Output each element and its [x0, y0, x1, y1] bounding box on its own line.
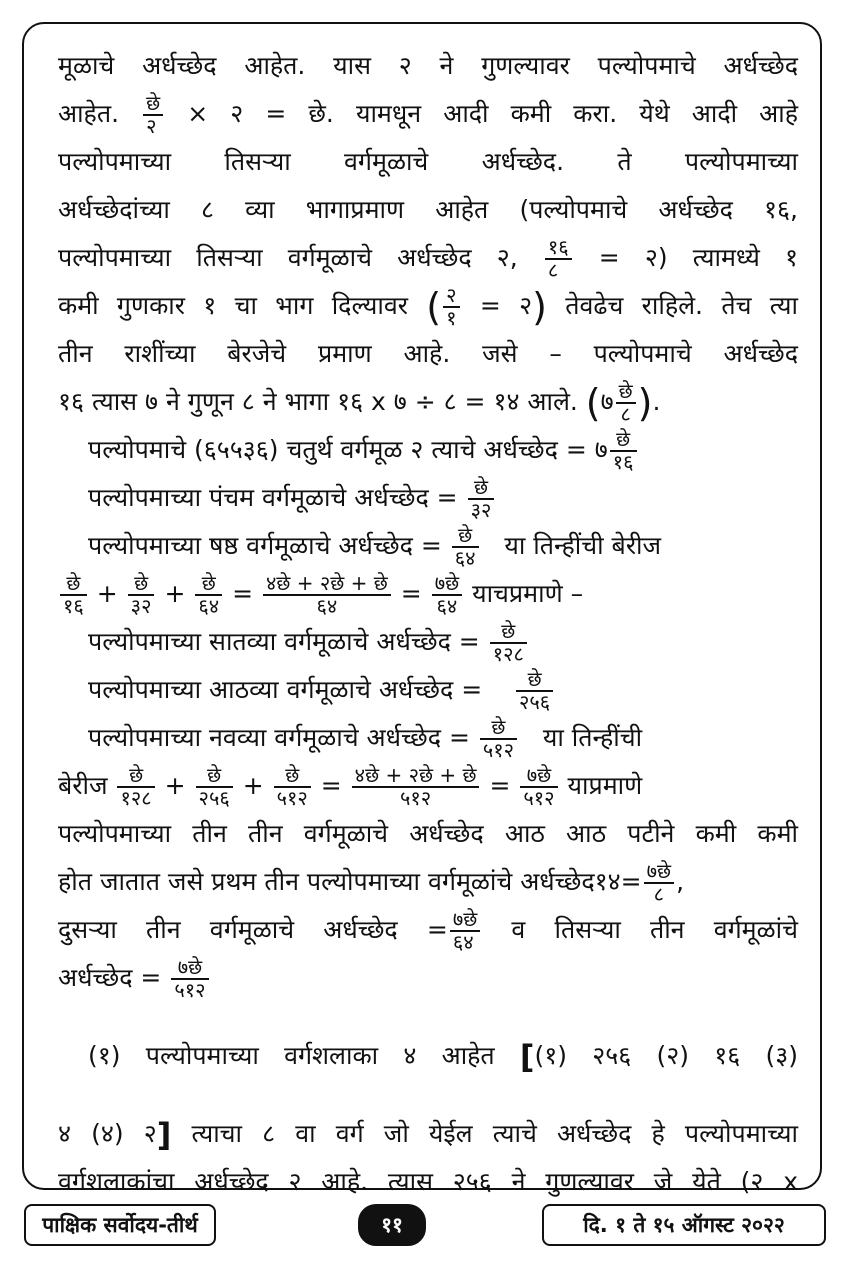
fraction: $\frac{\text{छे}}{१६}$	[60, 573, 87, 617]
text-line: पल्योपमाच्या तीन तीन वर्गमूळाचे अर्धच्छेद आठ आठ पटीने कमी कमी	[58, 819, 798, 848]
fraction: $\frac{\text{छे}}{६४}$	[195, 573, 222, 617]
text-line: आहेत. $\frac{\text{छे}}{२}$ × २ = छे. यामधून आदी कमी करा. येथे आदी आहे	[58, 91, 798, 138]
text-line: $\frac{\text{छे}}{१६}$ + $\frac{\text{छे}}{३२}$ + $\frac{\text{छे}}{६४}$ = $\frac{\text{४छे + २छे + छे}}{६४}$ = $\frac{\text{७छे}}{६४}$ याचप्रमाणे –	[58, 570, 798, 618]
text-line: पल्योपमाच्या पंचम वर्गमूळाचे अर्धच्छेद = $\frac{\text{छे}}{३२}$	[58, 474, 798, 522]
fraction: $\frac{\text{७छे}}{६४}$	[432, 573, 462, 617]
fraction: $\frac{\text{छे}}{१६}$	[610, 429, 637, 473]
fraction: $\frac{\text{छे}}{२५६}$	[516, 669, 553, 713]
fraction: $\frac{\text{छे}}{५१२}$	[480, 717, 517, 761]
footer-page-number: ११	[358, 1204, 426, 1246]
text-line: दुसऱ्या तीन वर्गमूळाचे अर्धच्छेद = $\frac{\text{७छे}}{६४}$ व तिसऱ्या तीन वर्गमूळांचे	[58, 907, 798, 954]
text-line: वर्गशलाकांचा अर्धच्छेद २ आहे. त्यास २५६ ने गुणल्यावर जे येते (२ x	[58, 1167, 798, 1196]
text-line: पल्योपमाच्या तिसऱ्या वर्गमूळाचे अर्धच्छेद २, $\frac{१६}{८}$ = २) त्यामध्ये १	[58, 235, 798, 282]
text-line: होत जातात जसे प्रथम तीन पल्योपमाच्या वर्गमूळांचे अर्धच्छेद१४= $\frac{\text{७छे}}{८}$ ,	[58, 859, 685, 906]
fraction: $\frac{\text{छे}}{२}$	[143, 93, 163, 137]
text-line: पल्योपमाच्या आठव्या वर्गमूळाचे अर्धच्छेद = $\frac{\text{छे}}{२५६}$	[58, 666, 798, 714]
fraction: $\frac{\text{छे}}{५१२}$	[274, 765, 311, 809]
fraction: $\frac{\text{छे}}{१२८}$	[490, 621, 527, 665]
text-line: १६ त्यास ७ ने गुणून ८ ने भागा १६ x ७ ÷ ८ = १४ आले. (७ $\frac{\text{छे}}{८}$ ).	[58, 379, 661, 426]
text-line: कमी गुणकार १ चा भाग दिल्यावर ( $\frac{२}{१}$ = २) तेवढेच राहिले. तेच त्या	[58, 283, 798, 330]
fraction: $\frac{\text{छे}}{२५६}$	[196, 765, 233, 809]
text-line: पल्योपमाच्या नवव्या वर्गमूळाचे अर्धच्छेद = $\frac{\text{छे}}{५१२}$ या तिन्हींची	[88, 715, 643, 762]
fraction: $\frac{\text{४छे + २छे + छे}}{६४}$	[263, 573, 391, 617]
text-line: मूळाचे अर्धच्छेद आहेत. यास २ ने गुणल्यावर पल्योपमाचे अर्धच्छेद	[58, 51, 798, 80]
footer-publication-name: पाक्षिक सर्वोदय-तीर्थ	[24, 1204, 216, 1246]
fraction: $\frac{\text{छे}}{३२}$	[128, 573, 155, 617]
text-line: पल्योपमाच्या सातव्या वर्गमूळाचे अर्धच्छेद = $\frac{\text{छे}}{१२८}$	[58, 618, 798, 666]
text-line: अर्धच्छेद = $\frac{\text{७छे}}{५१२}$	[58, 954, 798, 1002]
fraction: $\frac{\text{छे}}{६४}$	[452, 525, 479, 569]
text-line: पल्योपमाच्या षष्ठ वर्गमूळाचे अर्धच्छेद = $\frac{\text{छे}}{६४}$ या तिन्हींची बेरीज	[88, 523, 662, 570]
text-line: पल्योपमाचे (६५५३६) चतुर्थ वर्गमूळ २ त्याचे अर्धच्छेद = ७ $\frac{\text{छे}}{१६}$	[58, 426, 798, 474]
fraction: $\frac{\text{छे}}{३२}$	[468, 477, 495, 521]
fraction: $\frac{१६}{८}$	[545, 237, 572, 281]
fraction: $\frac{\text{७छे}}{५१२}$	[520, 765, 557, 809]
text-line: (१) पल्योपमाच्या वर्गशलाका ४ आहेत [(१) २५६ (२) १६ (३)	[88, 1038, 798, 1076]
fraction: $\frac{\text{छे}}{८}$	[616, 381, 636, 425]
fraction: $\frac{\text{७छे}}{६४}$	[450, 909, 480, 953]
fraction: $\frac{\text{७छे}}{८}$	[644, 861, 674, 905]
fraction: $\frac{\text{७छे}}{५१२}$	[171, 957, 208, 1001]
text-line: पल्योपमाच्या तिसऱ्या वर्गमूळाचे अर्धच्छेद. ते पल्योपमाच्या	[58, 147, 798, 176]
text-line: ४ (४) २] त्याचा ८ वा वर्ग जो येईल त्याचे अर्धच्छेद हे पल्योपमाच्या	[58, 1116, 798, 1154]
text-line: बेरीज $\frac{\text{छे}}{१२८}$ + $\frac{\text{छे}}{२५६}$ + $\frac{\text{छे}}{५१२}$ = $\frac{\text{४छे + २छे + छे}}{५१२}$ = $\frac{\text{७छे}}{५१२}$ याप्रमाणे	[58, 763, 643, 810]
text-line: अर्धच्छेदांच्या ८ व्या भागाप्रमाण आहेत (पल्योपमाचे अर्धच्छेद १६,	[58, 195, 798, 224]
page-body	[58, 42, 798, 1206]
fraction: $\frac{\text{४छे + २छे + छे}}{५१२}$	[352, 765, 480, 809]
footer-date: दि. १ ते १५ ऑगस्ट २०२२	[542, 1204, 826, 1246]
text-line: तीन राशींच्या बेरजेचे प्रमाण आहे. जसे – पल्योपमाचे अर्धच्छेद	[58, 339, 798, 368]
fraction: $\frac{२}{१}$	[443, 285, 459, 329]
fraction: $\frac{\text{छे}}{१२८}$	[117, 765, 154, 809]
